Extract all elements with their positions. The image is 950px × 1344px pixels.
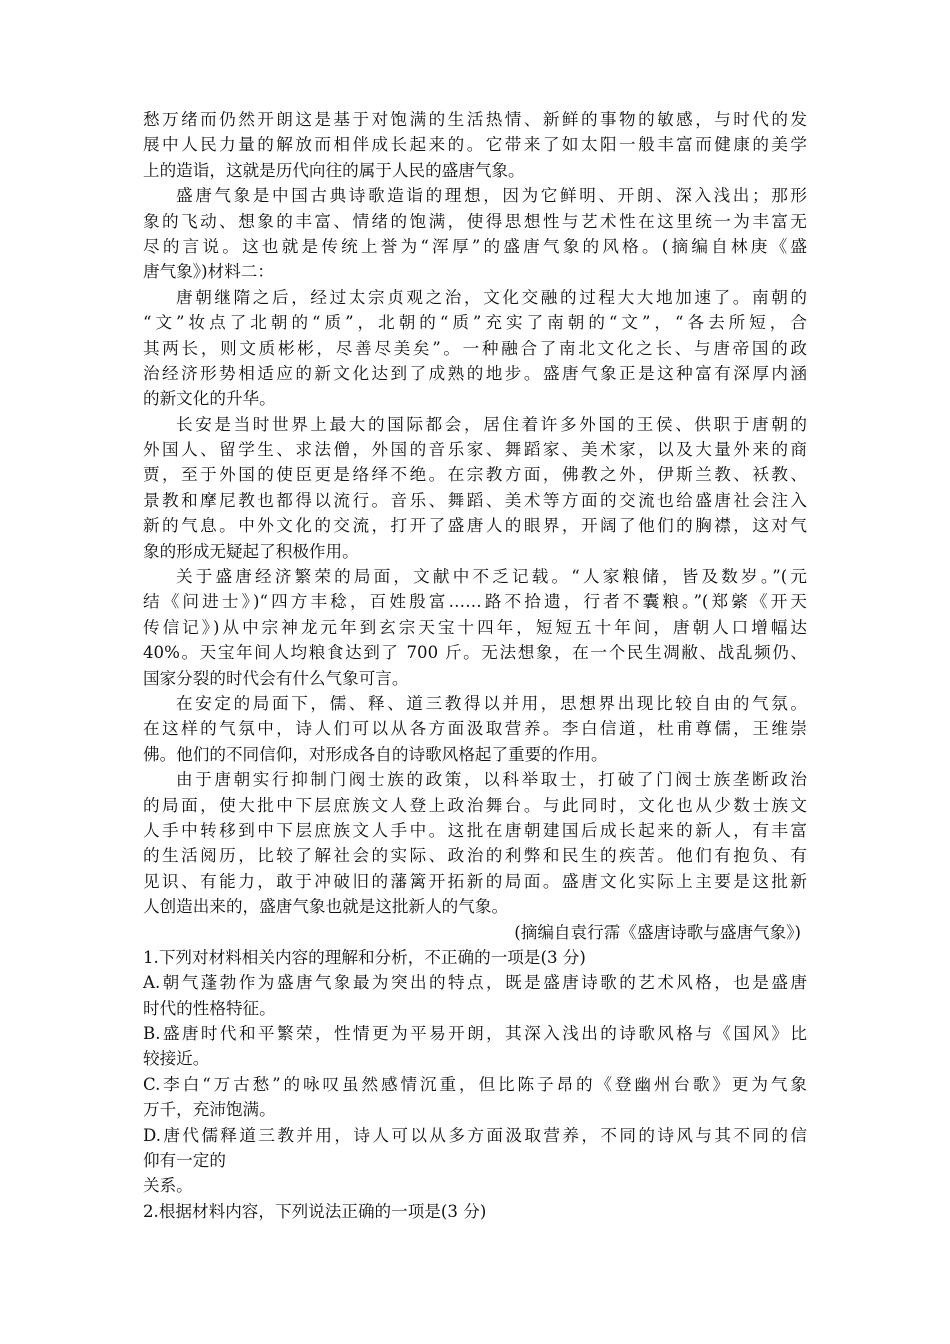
answer-option-a: A.朝气蓬勃作为盛唐气象最为突出的特点，既是盛唐诗歌的艺术风格，也是盛唐	[143, 973, 807, 993]
answer-option-b: B.盛唐时代和平繁荣，性情更为平易开朗，其深入浅出的诗歌风格与《国风》比	[143, 1024, 807, 1044]
passage-line: 其两长，则文质彬彬，尽善尽美矣”。一种融合了南北文化之长、与唐帝国的政	[143, 338, 807, 358]
passage-line: 长安是当时世界上最大的国际都会，居住着许多外国的王侯、供职于唐朝的	[176, 414, 807, 434]
passage-line: 景教和摩尼教也都得以流行。音乐、舞蹈、美术等方面的交流也给盛唐社会注入	[143, 490, 807, 510]
passage-line: 的生活阅历，比较了解社会的实际、政治的利弊和民生的疾苦。他们有抱负、有	[143, 846, 807, 866]
passage-line: 佛。他们的不同信仰，对形成各自的诗歌风格起了重要的作用。	[143, 744, 608, 764]
passage-line: 治经济形势相适应的新文化达到了成熟的地步。盛唐气象正是这种富有深厚内涵	[143, 363, 807, 383]
answer-option-c: 万千，充沛饱满。	[143, 1100, 276, 1120]
answer-option-a: 时代的性格特征。	[143, 998, 276, 1018]
passage-line: 40%。天宝年间人均粮食达到了 700 斤。无法想象，在一个民生凋敝、战乱频仍、	[143, 643, 807, 663]
passage-line: 尽的言说。这也就是传统上誉为“浑厚”的盛唐气象的风格。(摘编自林庚《盛	[143, 236, 807, 256]
passage-line: 愁万绪而仍然开朗这是基于对饱满的生活热情、新鲜的事物的敏感，与时代的发	[143, 110, 807, 129]
answer-option-d: 关系。	[143, 1176, 193, 1196]
passage-line: 象的飞动、想象的丰富、情绪的饱满，使得思想性与艺术性在这里统一为丰富无	[143, 211, 807, 231]
passage-line: 的新文化的升华。	[143, 389, 276, 409]
reading-passage	[143, 107, 807, 945]
passage-line: 传信记》)从中宗神龙元年到玄宗天宝十四年，短短五十年间，唐朝人口增幅达	[143, 617, 807, 637]
passage-line: 见识、有能力，敢于冲破旧的藩篱开拓新的局面。盛唐文化实际上主要是这批新	[143, 871, 807, 891]
answer-option-c: C.李白“万古愁”的咏叹虽然感情沉重，但比陈子昂的《登幽州台歌》更为气象	[143, 1074, 807, 1094]
question-stem: 2.根据材料内容，下列说法正确的一项是(3 分)	[143, 1201, 487, 1221]
answer-option-b: 较接近。	[143, 1049, 210, 1069]
question-stem: 1.下列对材料相关内容的理解和分析，不正确的一项是(3 分)	[143, 947, 586, 967]
passage-line: 象的形成无疑起了积极作用。	[143, 541, 359, 561]
passage-line: 贾，至于外国的使臣更是络绎不绝。在宗教方面，佛教之外，伊斯兰教、袄教、	[143, 465, 807, 485]
passage-line: 新的气息。中外文化的交流，打开了盛唐人的眼界，开阔了他们的胸襟，这对气	[143, 516, 807, 536]
answer-option-d: D.唐代儒释道三教并用，诗人可以从多方面汲取营养，不同的诗风与其不同的信	[143, 1125, 807, 1145]
passage-line: 唐气象》)材料二：	[143, 262, 274, 282]
passage-line: 国家分裂的时代会有什么气象可言。	[143, 668, 409, 688]
page-content	[143, 107, 807, 1224]
passage-line: 展中人民力量的解放而相伴成长起来的。它带来了如太阳一般丰富而健康的美学	[143, 135, 807, 155]
passage-line: 盛唐气象是中国古典诗歌造诣的理想，因为它鲜明、开朗、深入浅出；那形	[176, 186, 807, 206]
answer-option-d: 仰有一定的	[143, 1151, 226, 1171]
passage-line: 关于盛唐经济繁荣的局面，文献中不乏记载。“人家粮储，皆及数岁。”(元	[176, 567, 807, 587]
passage-line: 上的造诣，这就是历代向往的属于人民的盛唐气象。	[143, 160, 525, 180]
passage-line: “文”妆点了北朝的“质”，北朝的“质”充实了南朝的“文”，“各去所短，合	[143, 313, 807, 333]
passage-line: 结《问进士》)“四方丰稔，百姓殷富……路不拾遗，行者不囊粮。”(郑綮《开天	[143, 592, 807, 612]
passage-line: 在这样的气氛中，诗人们可以从各方面汲取营养。李白信道，杜甫尊儒，王维崇	[143, 719, 807, 739]
passage-line: 唐朝继隋之后，经过太宗贞观之治，文化交融的过程大大地加速了。南朝的	[176, 287, 807, 307]
passage-line: 人创造出来的，盛唐气象也就是这批新人的气象。	[143, 897, 509, 917]
passage-line: 的局面，使大批中下层庶族文人登上政治舞台。与此同时，文化也从少数士族文	[143, 795, 807, 815]
source-citation: (摘编自袁行霈《盛唐诗歌与盛唐气象》)	[514, 922, 801, 942]
passage-line: 人手中转移到中下层庶族文人手中。这批在唐朝建国后成长起来的新人，有丰富	[143, 820, 807, 840]
question-section	[143, 945, 807, 1224]
passage-line: 外国人、留学生、求法僧，外国的音乐家、舞蹈家、美术家，以及大量外来的商	[143, 440, 807, 460]
passage-line: 在安定的局面下，儒、释、道三教得以并用，思想界出现比较自由的气氛。	[176, 693, 807, 713]
passage-line: 由于唐朝实行抑制门阀士族的政策，以科举取士，打破了门阀士族垄断政治	[176, 770, 807, 790]
